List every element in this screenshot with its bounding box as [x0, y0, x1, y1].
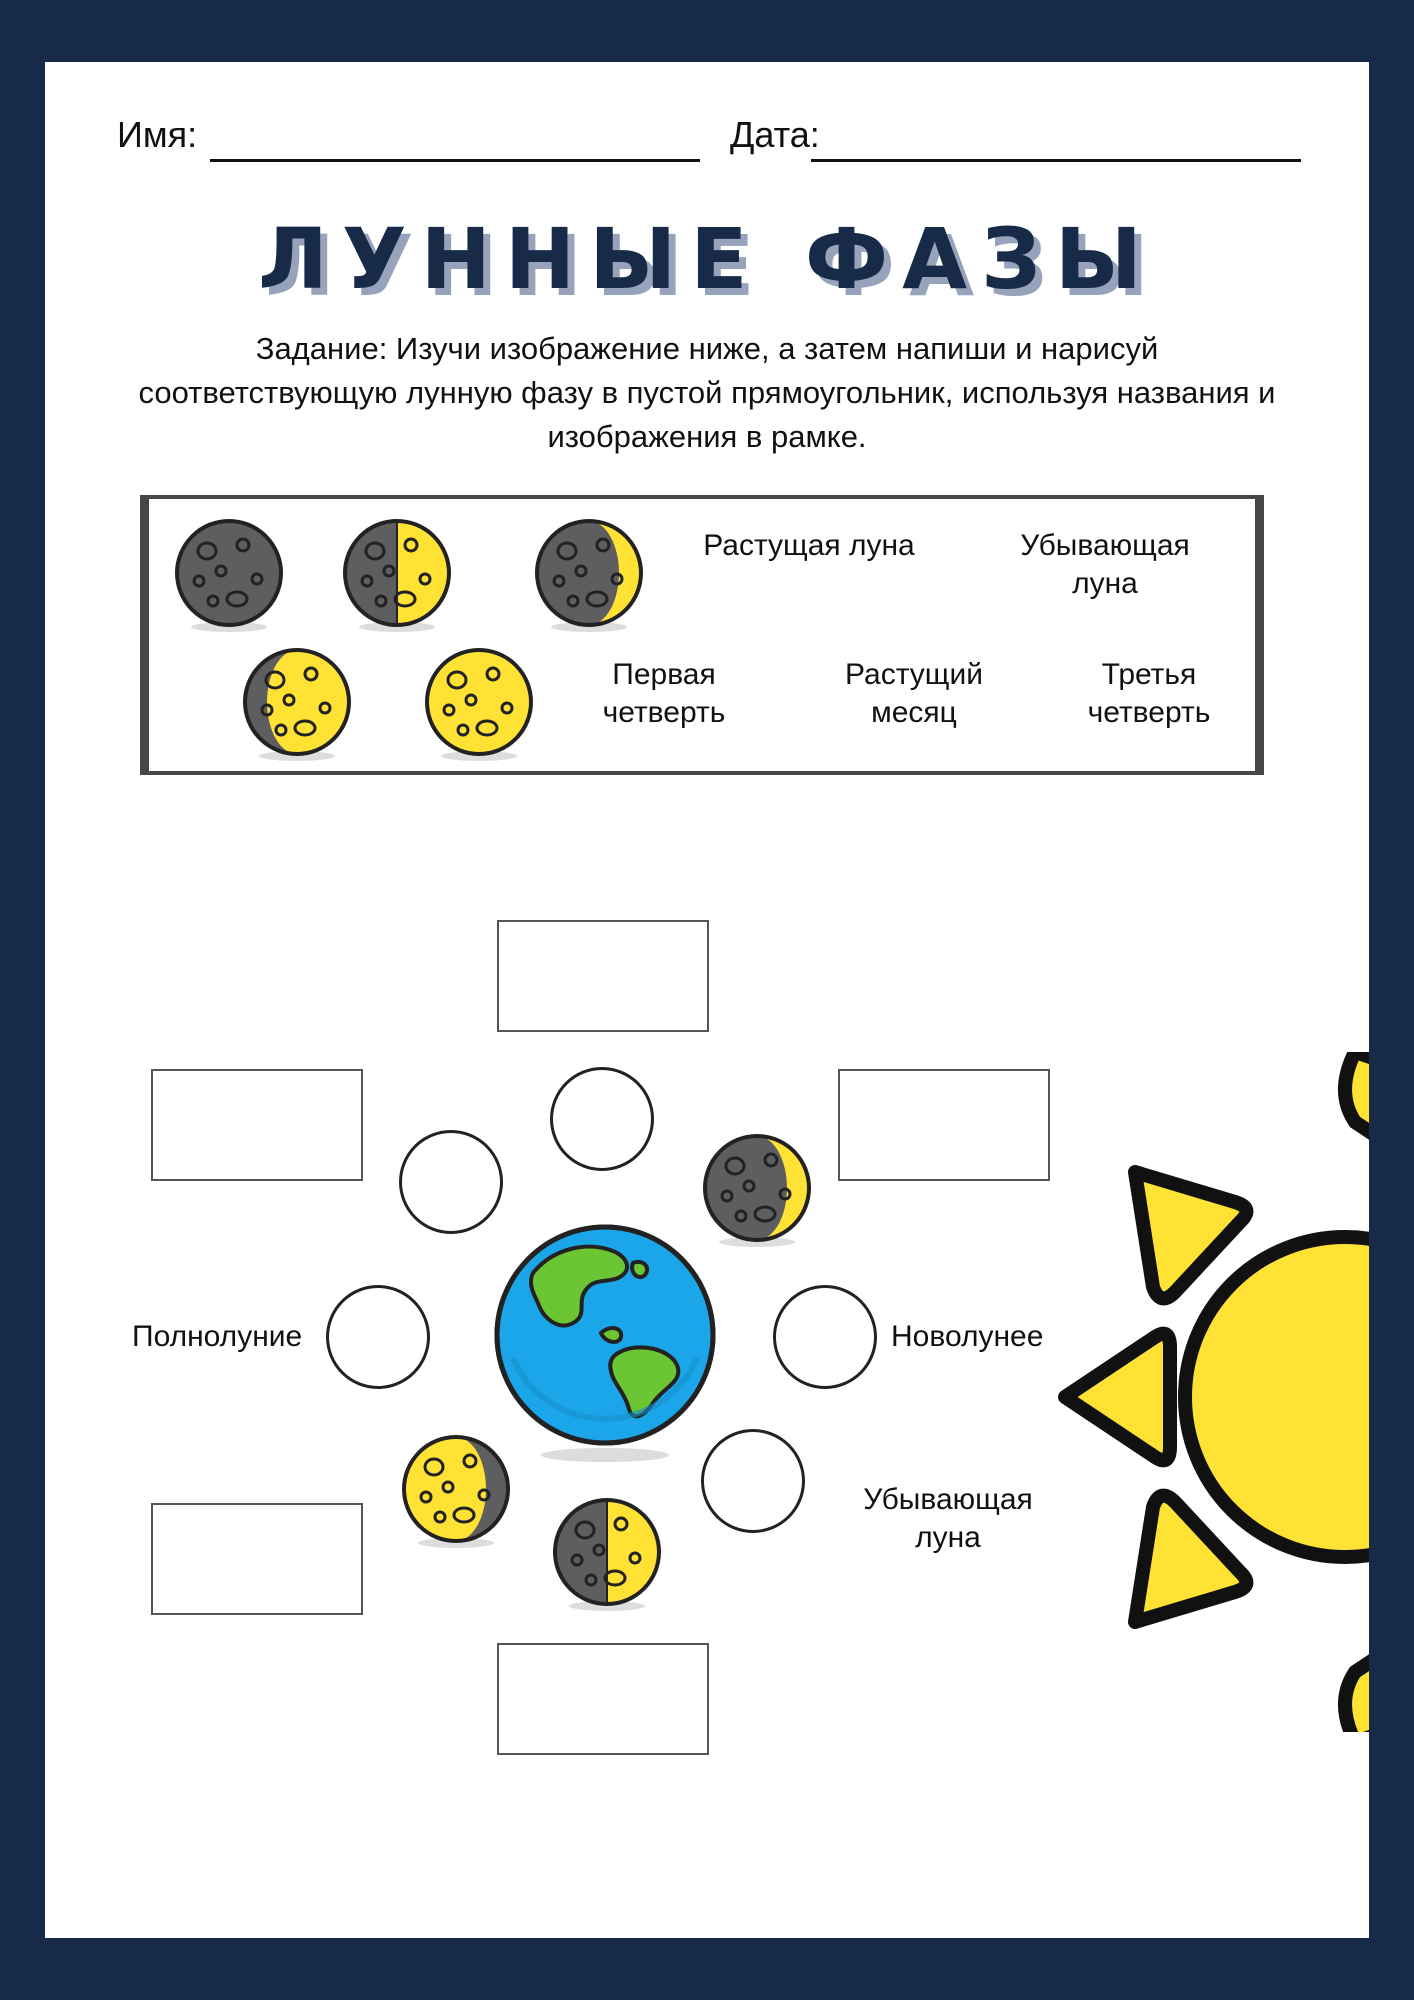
answer-box-top[interactable]	[497, 920, 709, 1032]
answer-box-lower-left[interactable]	[151, 1503, 363, 1615]
word-bank-box	[140, 495, 1264, 775]
bank-label-first-quarter: Первая четверть	[602, 658, 726, 729]
waxing-crescent-moon-icon	[529, 513, 649, 633]
name-label: Имя:	[117, 114, 198, 155]
answer-box-bottom[interactable]	[497, 1643, 709, 1755]
bank-label-waxing-crescent: Растущий месяц	[845, 658, 983, 729]
worksheet-page	[45, 62, 1369, 1938]
date-label: Дата:	[730, 114, 820, 155]
new-moon-icon	[169, 513, 289, 633]
name-field[interactable]	[210, 159, 700, 162]
waxing-gibbous-moon-icon	[237, 642, 357, 762]
bank-label-waning: Убывающая луна	[1020, 529, 1190, 600]
answer-box-upper-left[interactable]	[151, 1069, 363, 1181]
sun-icon	[1055, 1052, 1369, 1732]
instructions-text: Задание: Изучи изображение ниже, а затем напиши и нарисуй соответствующую лунную фазу в пустой прямоугольник, используя названия и изображения в рамке.	[138, 331, 1276, 454]
first-quarter-moon-icon	[337, 513, 457, 633]
answer-box-upper-right[interactable]	[838, 1069, 1050, 1181]
moon-circle-upper-left[interactable]	[399, 1130, 503, 1234]
waning-moon-label: Убывающая луна	[863, 1483, 1033, 1554]
page-title: ЛУННЫЕ ФАЗЫ	[258, 210, 1156, 308]
full-moon-icon	[419, 642, 539, 762]
bank-label-third-quarter: Третья четверть	[1087, 658, 1211, 729]
new-moon-label: Новолунее	[891, 1320, 1044, 1353]
orbit-first-quarter-moon-icon	[547, 1492, 667, 1612]
moon-circle-right[interactable]	[773, 1285, 877, 1389]
date-field[interactable]	[811, 159, 1301, 162]
moon-circle-top[interactable]	[550, 1067, 654, 1171]
earth-icon	[493, 1223, 717, 1463]
full-moon-label: Полнолуние	[132, 1320, 303, 1353]
bank-label-waxing: Растущая луна	[703, 529, 915, 562]
moon-circle-left[interactable]	[326, 1285, 430, 1389]
